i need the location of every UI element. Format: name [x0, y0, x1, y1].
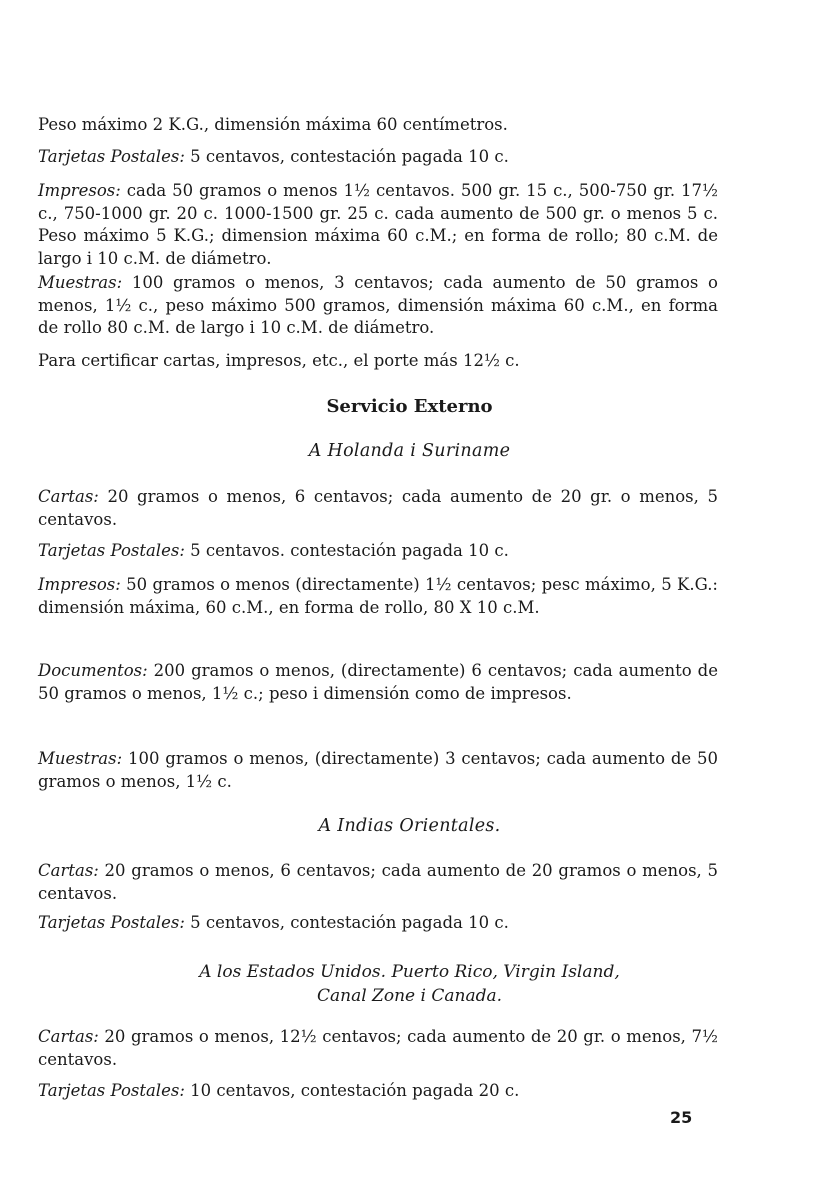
paragraph-holanda-tarjetas [38, 540, 718, 563]
paragraph-impresos [38, 180, 718, 270]
paragraph-label: Cartas: [38, 1027, 99, 1046]
subsection-title-line: A los Estados Unidos. Puerto Rico, Virgin Island, [199, 962, 620, 982]
paragraph-certificar [38, 350, 718, 373]
paragraph-label: Tarjetas Postales: [38, 1081, 185, 1100]
paragraph-label: Tarjetas Postales: [38, 913, 185, 932]
paragraph-text: Para certificar cartas, impresos, etc., el porte más 12½ c. [38, 351, 520, 370]
paragraph-label: Documentos: [38, 661, 148, 680]
paragraph-eeuu-cartas [38, 1026, 718, 1071]
paragraph-text: 200 gramos o menos, (directamente) 6 centavos; cada aumento de 50 gramos o menos, 1½ c.; peso i dimensión como de impresos. [38, 661, 718, 703]
paragraph-indias-tarjetas [38, 912, 718, 935]
paragraph-label: Impresos: [38, 575, 121, 594]
paragraph-text: 100 gramos o menos, 3 centavos; cada aumento de 50 gramos o menos, 1½ c., peso máximo 500 gramos, dimensión máxima 60 c.M., en forma de rollo 80 c.M. de largo i 10 c.M. de diámetro. [38, 273, 718, 337]
paragraph-label: Impresos: [38, 181, 121, 200]
paragraph-text: 50 gramos o menos (directamente) 1½ centavos; pesc máximo, 5 K.G.: dimensión máxima, 60 c.M., en forma de rollo, 80 X 10 c.M. [38, 575, 718, 617]
paragraph-label: Muestras: [38, 273, 123, 292]
paragraph-holanda-documentos [38, 660, 718, 705]
paragraph-label: Tarjetas Postales: [38, 541, 185, 560]
paragraph-peso-maximo [38, 114, 718, 137]
section-title: Servicio Externo [326, 396, 493, 417]
subsection-title-indias: A Indias Orientales. [318, 816, 501, 836]
paragraph-text: 5 centavos, contestación pagada 10 c. [184, 913, 509, 932]
paragraph-text: 5 centavos. contestación pagada 10 c. [184, 541, 509, 560]
paragraph-text: Peso máximo 2 K.G., dimensión máxima 60 centímetros. [38, 115, 508, 134]
paragraph-indias-cartas [38, 860, 718, 905]
paragraph-text: 20 gramos o menos, 6 centavos; cada aumento de 20 gramos o menos, 5 centavos. [38, 861, 718, 903]
paragraph-label: Tarjetas Postales: [38, 147, 185, 166]
paragraph-text: 20 gramos o menos, 12½ centavos; cada aumento de 20 gr. o menos, 7½ centavos. [38, 1027, 718, 1069]
subsection-title-line: Canal Zone i Canada. [316, 986, 503, 1006]
paragraph-label: Cartas: [38, 861, 99, 880]
subsection-title-holanda: A Holanda i Suriname [308, 441, 511, 461]
paragraph-holanda-muestras [38, 748, 718, 793]
subsection-title-estados-unidos [0, 960, 819, 1008]
paragraph-label: Cartas: [38, 487, 99, 506]
paragraph-label: Muestras: [38, 749, 123, 768]
paragraph-muestras [38, 272, 718, 340]
paragraph-tarjetas-postales [38, 146, 718, 169]
paragraph-holanda-impresos [38, 574, 718, 619]
paragraph-holanda-cartas [38, 486, 718, 531]
paragraph-text: 5 centavos, contestación pagada 10 c. [184, 147, 509, 166]
paragraph-eeuu-tarjetas [38, 1080, 718, 1103]
paragraph-text: 10 centavos, contestación pagada 20 c. [184, 1081, 520, 1100]
page-number: 25 [670, 1108, 693, 1127]
paragraph-text: 20 gramos o menos, 6 centavos; cada aumento de 20 gr. o menos, 5 centavos. [38, 487, 718, 529]
paragraph-text: cada 50 gramos o menos 1½ centavos. 500 gr. 15 c., 500-750 gr. 17½ c., 750-1000 gr. 20 c. 1000-1500 gr. 25 c. cada aumento de 500 gr. o menos 5 c. Peso máximo 5 K.G.; dimension máxima 60 c.M.; en forma de rollo; 80 c.M. de largo i 10 c.M. de diámetro. [38, 181, 718, 268]
paragraph-text: 100 gramos o menos, (directamente) 3 centavos; cada aumento de 50 gramos o menos, 1½ c. [38, 749, 718, 791]
